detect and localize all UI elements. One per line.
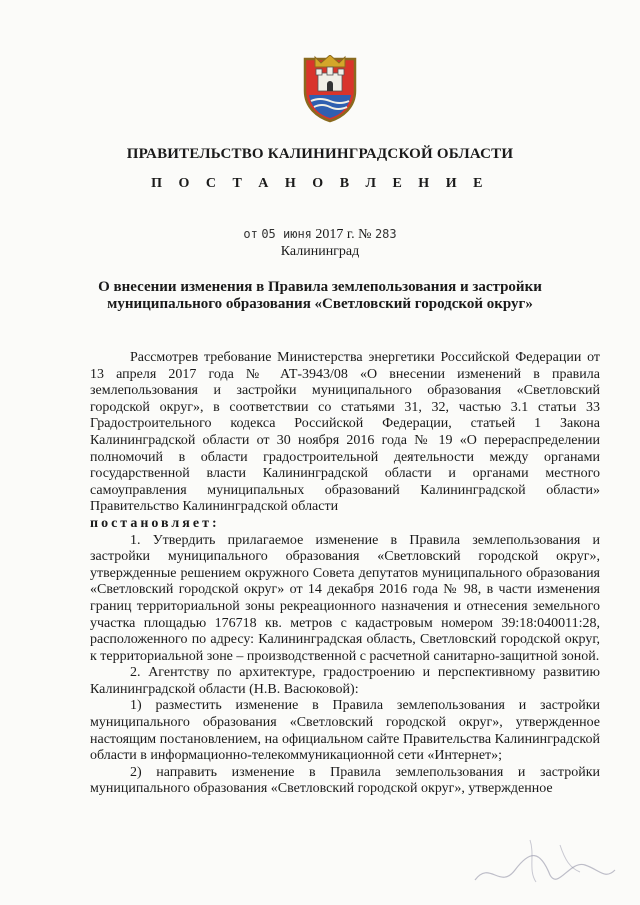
- date-prefix: от: [243, 227, 258, 241]
- item-1-paragraph: 1. Утвердить прилагаемое изменение в Правила землепользования и застройки муниципального образования «Светловский городской округ», утвержденные решением окружного Совета депутатов муниципального образования «Светловский городской округ» от 14 декабря 2016 года № 98, в части изменения границ территориальной зоны рекреационного назначения и отнесения земельного участка площадью 176718 кв. метров с кадастровым номером 39:18:040011:28, расположенного по адресу: Калининградская область, Светловский городской округ, к территориальной зоне – производственной с расчетной санитарно-защитной зоной.: [90, 532, 600, 664]
- document-body: [90, 350, 600, 798]
- resolves-word: постановляет:: [90, 515, 220, 531]
- subject-line-2: муниципального образования «Светловский городской округ»: [107, 296, 533, 312]
- item-2-1-paragraph: 1) разместить изменение в Правила землепользования и застройки муниципального образования «Светловский городской округ», утвержденное настоящим постановлением, на официальном сайте Правительства Калининградской области в информационно-телекоммуникационной сети «Интернет»;: [90, 698, 600, 764]
- preamble-paragraph: Рассмотрев требование Министерства энергетики Российской Федерации от 13 апреля 2017 года № АТ-3943/08 «О внесении изменений в правила землепользования и застройки муниципального образования «Светловский городской округ», в соответствии со статьями 31, 32, частью 3.1 статьи 33 Градостроительного кодекса Российской Федерации, статьей 1 Закона Калининградской области от 30 ноября 2016 года № 19 «О перераспределении полномочий в области градостроительной деятельности между органами государственной власти Калининградской области и органами местного самоуправления муниципальных образований Калининградской области» Правительство Калининградской области: [90, 350, 600, 515]
- handwritten-signature: [470, 820, 620, 905]
- document-subject: [90, 279, 550, 313]
- date-day-month: 05 июня: [261, 227, 312, 241]
- city: Калининград: [280, 244, 360, 259]
- date-line: [0, 227, 640, 243]
- document-number: 283: [374, 227, 397, 241]
- item-2-paragraph: 2. Агентству по архитектуре, градостроению и перспективному развитию Калининградской области (Н.В. Васюковой):: [90, 665, 600, 697]
- number-label: №: [358, 227, 372, 242]
- svg-text:|: |: [328, 81, 332, 89]
- subject-line-1: О внесении изменения в Правила землепользования и застройки: [98, 279, 542, 295]
- date-year: 2017 г.: [315, 227, 355, 242]
- document-type: П О С Т А Н О В Л Е Н И Е: [151, 176, 489, 191]
- coat-of-arms-emblem: [301, 55, 359, 123]
- item-2-2-paragraph: 2) направить изменение в Правила землепользования и застройки муниципального образования «Светловский городской округ», утвержденное: [90, 764, 600, 797]
- organization-name: ПРАВИТЕЛЬСТВО КАЛИНИНГРАДСКОЙ ОБЛАСТИ: [126, 146, 514, 162]
